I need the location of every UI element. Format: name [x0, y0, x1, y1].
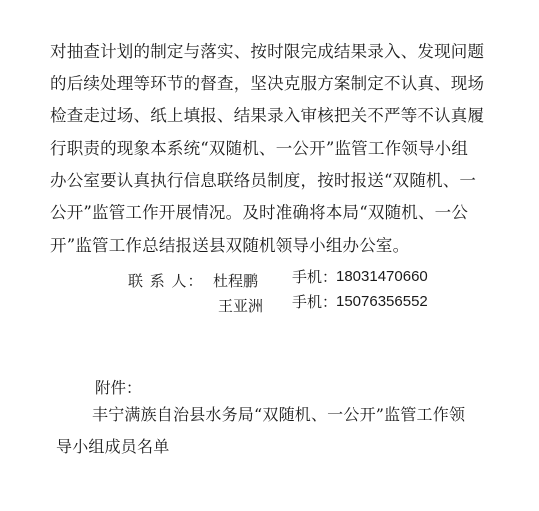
phone-number: 18031470660 — [336, 268, 428, 285]
paragraph-line: 公开”监管工作开展情况。及时准确将本局“双随机、一公 — [50, 203, 469, 222]
contact-name: 王亚洲 — [218, 297, 264, 315]
contacts-label: 联 系 人： — [128, 272, 204, 290]
attachment-label: 附件： — [95, 379, 142, 397]
paragraph-line: 对抽查计划的制定与落实、按时限完成结果录入、发现问题 — [50, 42, 485, 61]
phone-number: 15076356552 — [336, 293, 428, 310]
attachment-line: 丰宁满族自治县水务局“双随机、一公开”监管工作领 — [92, 405, 466, 424]
paragraph-line: 开”监管工作总结报送县双随机领导小组办公室。 — [50, 236, 410, 255]
attachment-line: 导小组成员名单 — [56, 437, 170, 456]
paragraph-line: 行职责的现象本系统“双随机、一公开”监管工作领导小组 — [50, 139, 469, 158]
paragraph-line: 的后续处理等环节的督查，坚决克服方案制定不认真、现场 — [50, 74, 485, 93]
paragraph-line: 办公室要认真执行信息联络员制度，按时报送“双随机、一 — [50, 171, 477, 190]
phone-label: 手机： — [292, 268, 338, 286]
paragraph-line: 检查走过场、纸上填报、结果录入审核把关不严等不认真履 — [50, 106, 485, 125]
phone-label: 手机： — [292, 293, 338, 311]
contact-name: 杜程鹏 — [213, 272, 259, 290]
